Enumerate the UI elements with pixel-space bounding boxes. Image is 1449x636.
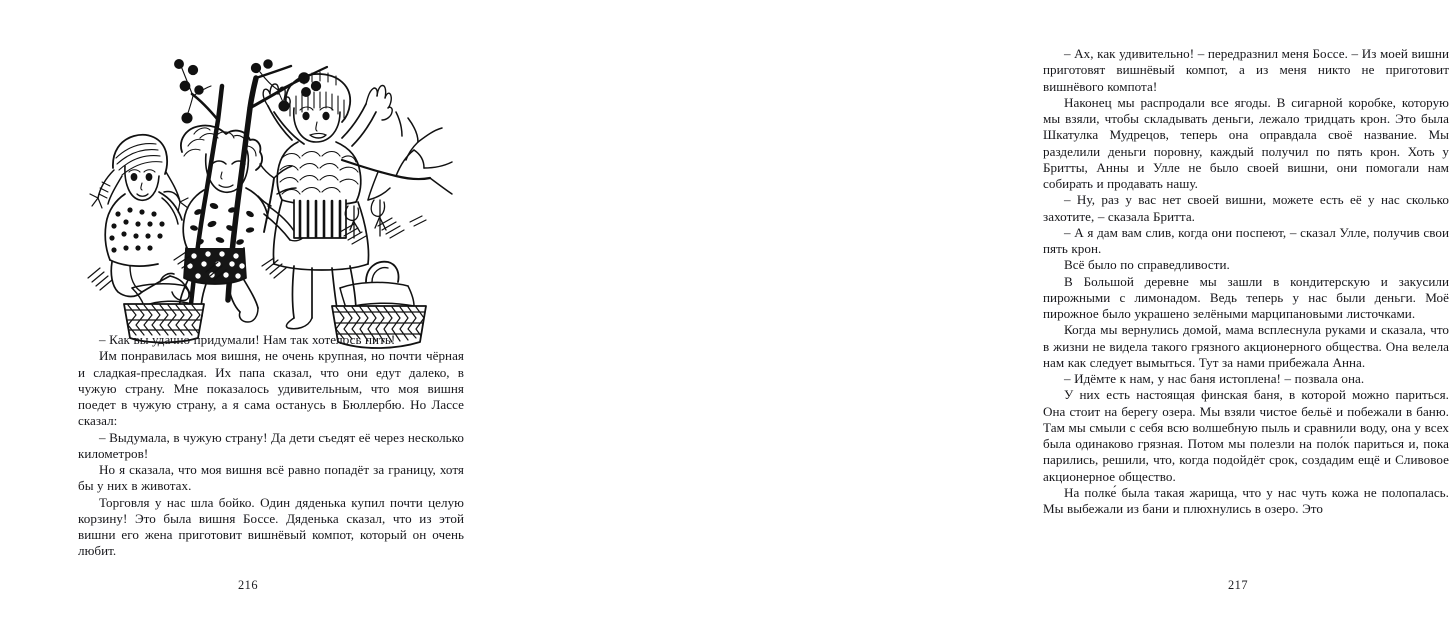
paragraph: – Ну, раз у вас нет своей вишни, можете есть её у нас сколько захотите, – сказала Бритта. xyxy=(1043,192,1449,224)
paragraph: Наконец мы распродали все ягоды. В сигарной коробке, которую мы взяли, чтобы складывать деньги, лежало тридцать крон. Это была Шкатулка Мудрецов, теперь она оправдала своё название. Мы разделили деньги поровну, каждый получил по пять крон. Хоть у Бритты, Анны и Улле не было своей вишни, они помогали нам собирать и продавать нашу. xyxy=(1043,94,1449,191)
left-page-text xyxy=(78,332,464,560)
paragraph: В Большой деревне мы зашли в кондитерскую и закусили пирожными с лимонадом. Ведь теперь у нас были деньги. Моё пирожное было украшено зелёными марципановыми листочками. xyxy=(1043,273,1449,321)
paragraph: Но я сказала, что моя вишня всё равно попадёт за границу, хотя бы у них в животах. xyxy=(78,462,464,494)
right-page-text xyxy=(1043,46,1449,517)
paragraph: – А я дам вам слив, когда они поспеют, – сказал Улле, получив свои пять крон. xyxy=(1043,224,1449,256)
paragraph: – Выдумала, в чужую страну! Да дети съедят её через несколько километров! xyxy=(78,429,464,461)
paragraph: – Ах, как удивительно! – передразнил меня Боссе. – Из моей вишни приготовят вишнёвый компот, а из меня никто не приготовит вишнёвого компота! xyxy=(1043,46,1449,94)
paragraph: – Идёмте к нам, у нас баня истоплена! – позвала она. xyxy=(1064,371,1365,386)
paragraph: На полке́ была такая жарища, что у нас чуть кожа не полопалась. Мы выбежали из бани и плюхнулись в озеро. Это xyxy=(1043,484,1449,516)
page-number-right: 217 xyxy=(1227,578,1249,592)
girl-with-braids-sitting xyxy=(90,135,189,301)
paragraph: Когда мы вернулись домой, мама всплеснула руками и сказала, что в жизни не видела такого грязного акционерного общества. Она велела нам как следует вымыться. Тут за нами прибежала Анна. xyxy=(1043,322,1449,370)
leafy-twig-right xyxy=(342,112,452,200)
children-picking-cherries-illustration xyxy=(78,42,464,324)
page-number-left: 216 xyxy=(237,578,259,592)
left-page xyxy=(0,0,500,636)
right-page xyxy=(500,0,1449,636)
paragraph: У них есть настоящая финская баня, в которой можно париться. Она стоит на берегу озера. Мы взяли чистое бельё и побежали в баню. Там мы смыли с себя всю волшебную пыль и сравнили воду, она у всех была одинаково грязная. Потом мы полезли на поло́к париться и, пока парились, решили, что, когда подойдёт срок, создадим ещё и Сливовое акционерное общество. xyxy=(1043,387,1449,484)
paragraph: Всё было по справедливости. xyxy=(1064,257,1230,273)
paragraph: Им понравилась моя вишня, не очень крупная, но почти чёрная и сладкая-пресладкая. Их папа сказал, что они едут далеко, в чужую страну. Мне показалось удивительным, что моя вишня поедет в чужую страну, а я сама останусь в Бюллербю. Но Лассе сказал: xyxy=(78,348,464,429)
paragraph: Торговля у нас шла бойко. Один дяденька купил почти целую корзину! Это была вишня Боссе. Дяденька сказал, что из этой вишни его жена приготовит вишнёвый компот, который он очень любит. xyxy=(78,494,464,559)
paragraph: – Как вы удачно придумали! Нам так хотелось пить! xyxy=(99,332,396,347)
